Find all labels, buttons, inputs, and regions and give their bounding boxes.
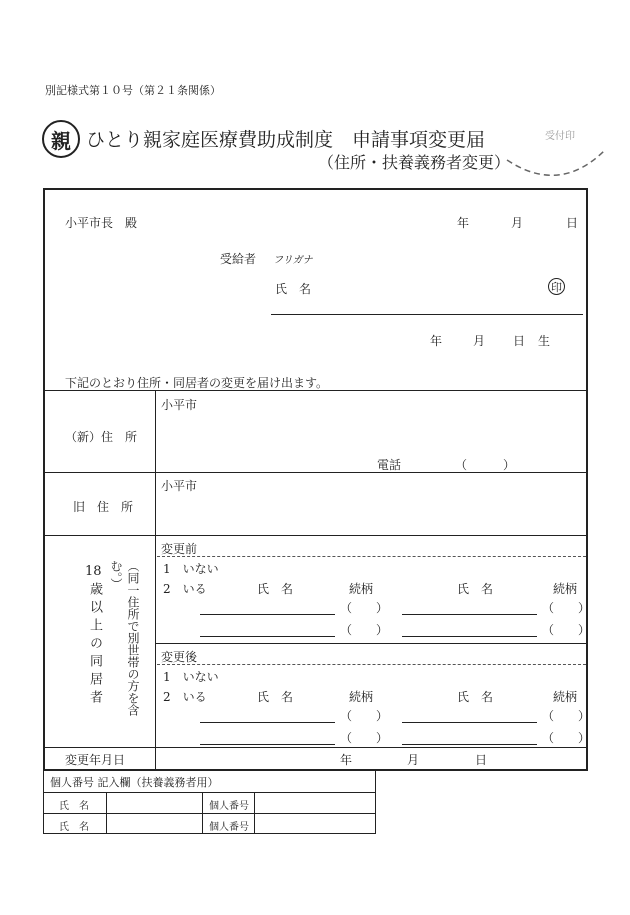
oya-mark-icon: 親 — [42, 120, 80, 158]
seal-icon: 印 — [548, 278, 565, 295]
addressee: 小平市長 殿 — [65, 216, 138, 230]
after-relation-label-1: 続柄 — [349, 690, 374, 704]
page-title: ひとり親家庭医療費助成制度 申請事項変更届 — [86, 129, 486, 151]
date-year-label: 年 — [457, 216, 470, 230]
before-relation-label-2: 続柄 — [553, 582, 578, 596]
notice-text: 下記のとおり住所・同居者の変更を届け出ます。 — [65, 376, 329, 390]
recipient-name-line[interactable] — [271, 314, 583, 315]
birth-suffix-label: 生 — [538, 334, 551, 348]
after-option-none[interactable]: 1 いない — [163, 670, 219, 684]
after-relation-paren[interactable]: （ ） — [340, 709, 389, 723]
before-option-yes[interactable]: 2 いる — [163, 582, 207, 596]
birth-year-label: 年 — [430, 334, 443, 348]
change-date-year: 年 — [340, 753, 353, 767]
before-option-none[interactable]: 1 いない — [163, 562, 219, 576]
divider — [45, 747, 586, 748]
date-month-label: 月 — [511, 216, 524, 230]
after-relation-paren[interactable]: （ ） — [340, 731, 389, 745]
change-date-month: 月 — [407, 753, 420, 767]
after-relation-label-2: 続柄 — [553, 690, 578, 704]
birth-day-label: 日 — [513, 334, 526, 348]
before-name-label-2: 氏 名 — [457, 582, 494, 596]
before-label: 変更前 — [161, 542, 198, 556]
dash-divider — [157, 556, 586, 557]
my-number-name-input[interactable] — [107, 793, 202, 813]
cohabitant-label-text: 歳以上の同居者 — [87, 582, 102, 708]
dash-divider — [157, 664, 586, 665]
phone-parens[interactable]: （ ） — [455, 458, 516, 472]
change-date-day: 日 — [475, 753, 488, 767]
before-name-line[interactable] — [402, 614, 537, 615]
my-number-name-label: 氏 名 — [59, 822, 89, 833]
my-number-title: 個人番号 記入欄（扶養義務者用） — [50, 776, 219, 789]
cohabitant-note: （同一住所で別世帯の方を含む。） — [109, 560, 140, 716]
divider — [155, 747, 156, 769]
divider — [202, 792, 203, 834]
my-number-number-input[interactable] — [255, 814, 375, 834]
old-address-city: 小平市 — [161, 479, 198, 493]
form-main-table — [43, 188, 591, 771]
after-name-line[interactable] — [402, 722, 537, 723]
my-number-number-input[interactable] — [255, 793, 375, 813]
divider — [45, 390, 586, 391]
after-name-line[interactable] — [200, 744, 335, 745]
before-relation-paren[interactable]: （ ） — [542, 623, 591, 637]
after-relation-paren[interactable]: （ ） — [542, 731, 591, 745]
before-name-label-1: 氏 名 — [257, 582, 294, 596]
receipt-stamp-label: 受付印 — [545, 131, 575, 142]
before-relation-paren[interactable]: （ ） — [340, 623, 389, 637]
before-relation-paren[interactable]: （ ） — [340, 601, 389, 615]
after-label: 変更後 — [161, 650, 198, 664]
recipient-name-label: 氏 名 — [275, 282, 312, 296]
my-number-name-input[interactable] — [107, 814, 202, 834]
after-option-yes[interactable]: 2 いる — [163, 690, 207, 704]
my-number-table — [43, 770, 376, 834]
after-name-label-2: 氏 名 — [457, 690, 494, 704]
before-relation-paren[interactable]: （ ） — [542, 601, 591, 615]
divider — [155, 643, 586, 644]
birth-month-label: 月 — [473, 334, 486, 348]
cohabitant-age-number: 18 — [85, 564, 102, 579]
receipt-stamp-arc-icon — [505, 120, 610, 180]
my-number-name-label: 氏 名 — [59, 801, 89, 812]
after-relation-paren[interactable]: （ ） — [542, 709, 591, 723]
new-address-city: 小平市 — [161, 398, 198, 412]
after-name-line[interactable] — [402, 744, 537, 745]
label-column-divider — [155, 390, 156, 747]
old-address-label: 旧 住 所 — [73, 500, 134, 514]
before-relation-label-1: 続柄 — [349, 582, 374, 596]
divider — [45, 472, 586, 473]
after-name-line[interactable] — [200, 722, 335, 723]
before-name-line[interactable] — [200, 614, 335, 615]
recipient-label: 受給者 — [220, 252, 257, 266]
new-address-label: （新）住 所 — [65, 430, 138, 444]
before-name-line[interactable] — [200, 636, 335, 637]
change-date-label: 変更年月日 — [65, 753, 126, 767]
page-subtitle: （住所・扶養義務者変更） — [318, 153, 511, 172]
divider — [45, 535, 586, 536]
my-number-number-label: 個人番号 — [209, 801, 249, 812]
phone-label: 電話 — [377, 458, 402, 472]
before-name-line[interactable] — [402, 636, 537, 637]
furigana-label: フリガナ — [273, 255, 313, 266]
date-day-label: 日 — [566, 216, 579, 230]
my-number-number-label: 個人番号 — [209, 822, 249, 833]
form-number-label: 別記様式第１０号（第２１条関係） — [45, 84, 221, 97]
after-name-label-1: 氏 名 — [257, 690, 294, 704]
